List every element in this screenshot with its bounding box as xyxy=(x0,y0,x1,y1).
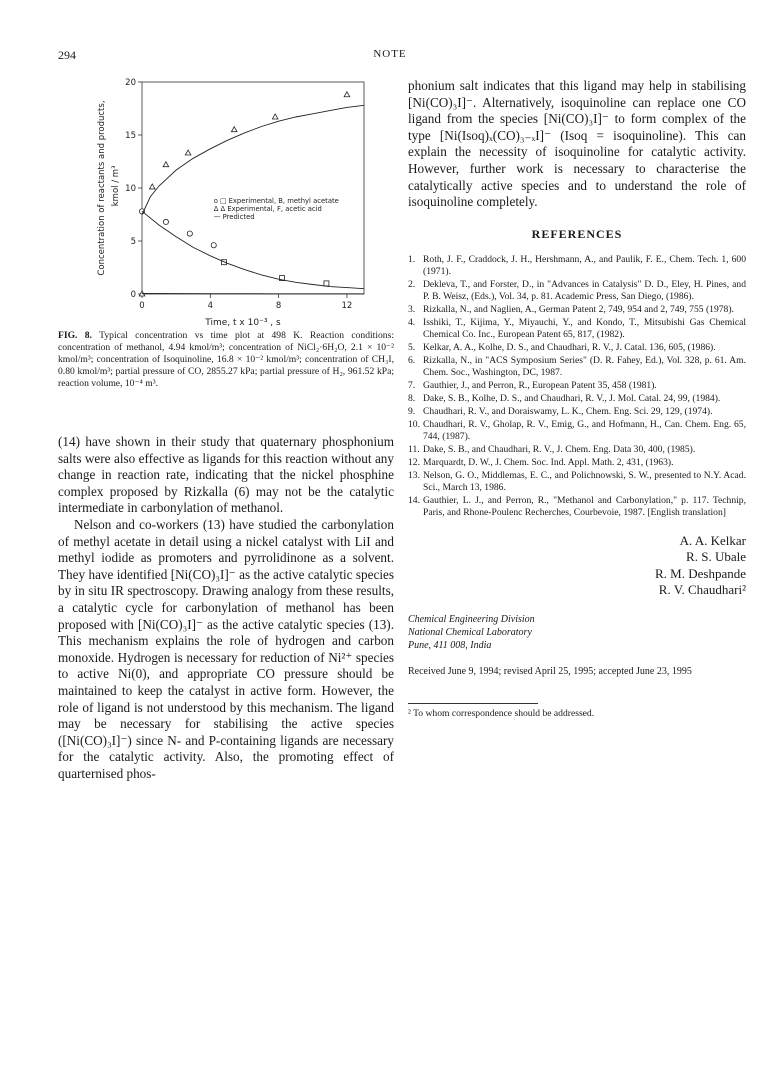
reference-text: Gauthier, L. J., and Perron, R., "Methanol and Carbonylation," p. 117. Technip, Paris, and Rhone-Poulenc Recherches, Courbevoie, 1987. [English translation] xyxy=(423,494,746,518)
y-tick-label: 0 xyxy=(130,290,136,300)
reference-text: Nelson, G. O., Middlemas, E. C., and Polichnowski, S. W., presented to N.Y. Acad. Sci., March 13, 1986. xyxy=(423,469,746,493)
data-point-triangle xyxy=(231,127,237,132)
reference-text: Chaudhari, R. V., and Doraiswamy, L. K., Chem. Eng. Sci. 29, 129, (1974). xyxy=(423,405,713,417)
data-point-circle xyxy=(163,219,168,224)
x-axis-label: Time, t x 10⁻³ , s xyxy=(205,318,281,326)
data-point-triangle xyxy=(163,162,169,167)
data-point-circle xyxy=(187,231,192,236)
plot-frame xyxy=(142,82,364,294)
caption-text: Typical concentration vs time plot at 498 K. Reaction conditions: concentration of methanol, 4.94 kmol/m³; concentration of NiCl₂·6H₂O, 2.1 × 10⁻² kmol/m³; concentration of Isoquinoline, 16.8 × 10⁻² kmol/m³; concentration of CH₃I, 0.80 kmol/m³; partial pressure of CO, 2855.27 kPa; partial pressure of H₂, 961.52 kPa; reaction volume, 10⁻⁴ m³. xyxy=(58,330,394,389)
reference-number: 1. xyxy=(408,253,416,265)
reference-item xyxy=(408,355,746,379)
reference-number: 9. xyxy=(408,405,416,417)
reference-text: Rizkalla, N., in "ACS Symposium Series" (D. R. Fahey, Ed.), Vol. 328, p. 61. Am. Chem. Soc., Washington, DC, 1987. xyxy=(423,354,746,378)
reference-number: 6. xyxy=(408,354,416,366)
reference-text: Dake, S. B., Kolhe, D. S., and Chaudhari, R. V., J. Mol. Catal. 24, 99, (1984). xyxy=(423,392,721,404)
reference-text: Gauthier, J., and Perron, R., European Patent 35, 458 (1981). xyxy=(423,379,657,391)
legend-entry: o □ Experimental, B, methyl acetate xyxy=(213,196,339,205)
reference-text: Roth, J. F., Craddock, J. H., Hershmann, A., and Paulik, F. E., Chem. Tech. 1, 600 (1971). xyxy=(423,253,746,277)
body-paragraph: (14) have shown in their study that quaternary phosphonium salts were also effective as ligands for this reaction without any change in reaction rate, indicating that the nickel phosphine complex proposed by Rizkalla (6) may not be the catalytic intermediate in carbonylation of methanol. xyxy=(58,434,394,516)
caption-label: FIG. 8. xyxy=(58,330,92,341)
received-dates: Received June 9, 1994; revised April 25, 1995; accepted June 23, 1995 xyxy=(408,665,692,677)
reference-item xyxy=(408,317,746,341)
x-tick-label: 12 xyxy=(341,301,353,311)
data-point-circle xyxy=(211,243,216,248)
reference-item xyxy=(408,254,746,278)
body-paragraph: phonium salt indicates that this ligand may help in stabilising [Ni(CO)₃I]⁻. Alternatively, isoquinoline can replace one CO ligand from the species [Ni(CO)₃I]⁻ to form complex of the type [Ni(Isoq)ₓ(CO)₃₋ₓI]⁻ (Isoq = isoquinoline). This can explain the necessity of isoquinoline for catalytic activity. However, further work is necessary to characterise the catalytically active species and to understand the role of isoquinoline completely. xyxy=(408,78,746,210)
body-paragraph: Nelson and co-workers (13) have studied the carbonylation of methyl acetate in detail using a nickel catalyst with LiI and methyl iodide as promoters and pyrrolidinone as a solvent. They have identified [Ni(CO)₃I]⁻ as the active catalytic species by in situ IR spectroscopy. Drawing analogy from these results, a catalytic cycle for carbonylation of methanol has been proposed with [Ni(CO)₃I]⁻ as the active catalytic species (13). This mechanism explains the role of hydrogen and carbon monoxide. Hydrogen is necessary for reduction of Ni²⁺ species to active Ni(0), and appropriate CO pressure should be maintained to keep the catalyst in active form. However, the role of ligand is not understood by this mechanism. The ligand may be necessary for stabilising the active species ([Ni(CO)₃I]⁻) since N- and P-containing ligands are necessary for the catalytic activity. Also, the promoting effect of quarternised phos- xyxy=(58,516,394,781)
reference-item xyxy=(408,279,746,303)
reference-text: Chaudhari, R. V., Gholap, R. V., Emig, G., and Hofmann, H., Can. Chem. Eng. 65, 744, (1987). xyxy=(423,418,746,442)
references-list xyxy=(408,254,746,519)
reference-number: 8. xyxy=(408,392,416,404)
reference-item xyxy=(408,393,746,405)
left-body xyxy=(58,434,394,782)
data-point-triangle xyxy=(149,184,155,189)
right-column xyxy=(408,78,746,719)
author-name: R. M. Deshpande xyxy=(655,565,746,581)
affiliation-line: Chemical Engineering Division xyxy=(408,613,535,625)
footnote: ² To whom correspondence should be addressed. xyxy=(408,707,595,719)
y-axis-label: Concentration of reactants and products, xyxy=(97,100,107,276)
author-name: A. A. Kelkar xyxy=(679,532,746,548)
x-tick-label: 8 xyxy=(275,301,282,311)
reference-number: 10. xyxy=(408,418,420,430)
affiliation xyxy=(408,613,746,652)
reference-number: 13. xyxy=(408,469,420,481)
reference-text: Dake, S. B., and Chaudhari, R. V., J. Chem. Eng. Data 30, 400, (1985). xyxy=(423,443,696,455)
legend-entry: Δ Δ Experimental, F, acetic acid xyxy=(213,204,322,213)
reference-number: 12. xyxy=(408,456,420,468)
y-tick-label: 20 xyxy=(125,78,136,88)
references-heading: REFERENCES xyxy=(531,226,623,241)
author-name: R. S. Ubale xyxy=(686,549,746,565)
reference-number: 3. xyxy=(408,303,416,315)
reference-item xyxy=(408,342,746,354)
reference-item xyxy=(408,457,746,469)
reference-text: Kelkar, A. A., Kolhe, D. S., and Chaudhari, R. V., J. Catal. 136, 605, (1986). xyxy=(423,341,716,353)
y-tick-label: 15 xyxy=(125,131,136,141)
y-axis-unit: kmol / m³ xyxy=(111,165,121,207)
reference-number: 2. xyxy=(408,278,416,290)
reference-number: 11. xyxy=(408,443,420,455)
reference-text: Rizkalla, N., and Naglien, A., German Patent 2, 749, 954 and 2, 749, 755 (1978). xyxy=(423,303,734,315)
left-column xyxy=(58,76,394,782)
figure-8 xyxy=(58,76,378,326)
figure-caption xyxy=(58,330,394,390)
reference-item xyxy=(408,380,746,392)
y-tick-label: 10 xyxy=(125,184,136,194)
reference-number: 5. xyxy=(408,341,416,353)
affiliation-line: National Chemical Laboratory xyxy=(408,626,532,638)
page-number: 294 xyxy=(58,48,76,62)
data-point-triangle xyxy=(185,150,191,155)
running-head: NOTE xyxy=(373,48,407,60)
data-point-square xyxy=(324,281,329,286)
reference-item xyxy=(408,419,746,443)
data-point-triangle xyxy=(272,114,278,119)
legend-entry: — Predicted xyxy=(213,212,255,221)
reference-item xyxy=(408,470,746,494)
affiliation-line: Pune, 411 008, India xyxy=(408,639,492,651)
reference-item xyxy=(408,406,746,418)
reference-item xyxy=(408,304,746,316)
y-tick-label: 5 xyxy=(130,237,136,247)
reference-number: 4. xyxy=(408,316,416,328)
predicted-curve xyxy=(142,211,364,288)
x-tick-label: 4 xyxy=(207,301,214,311)
x-tick-label: 0 xyxy=(139,301,145,311)
reference-number: 7. xyxy=(408,379,416,391)
reference-text: Dekleva, T., and Forster, D., in "Advances in Catalysis" D. D., Eley, H. Pines, and P. B. Weisz, (Eds.), Vol. 34, p. 81. Academic Press, San Diego, (1986). xyxy=(423,278,746,302)
reference-text: Isshiki, T., Kijima, Y., Miyauchi, Y., and Kondo, T., Mitsubishi Gas Chemical Chemical Co. Inc., European Patent 65, 817, (1982). xyxy=(423,316,746,340)
footnote-rule xyxy=(408,703,538,704)
data-point-triangle xyxy=(344,92,350,97)
reference-item xyxy=(408,444,746,456)
reference-number: 14. xyxy=(408,494,420,506)
author-name: R. V. Chaudhari² xyxy=(658,582,746,598)
concentration-time-chart xyxy=(58,76,378,326)
author-block xyxy=(408,533,746,599)
reference-text: Marquardt, D. W., J. Chem. Soc. Ind. Appl. Math. 2, 431, (1963). xyxy=(423,456,674,468)
reference-item xyxy=(408,495,746,519)
